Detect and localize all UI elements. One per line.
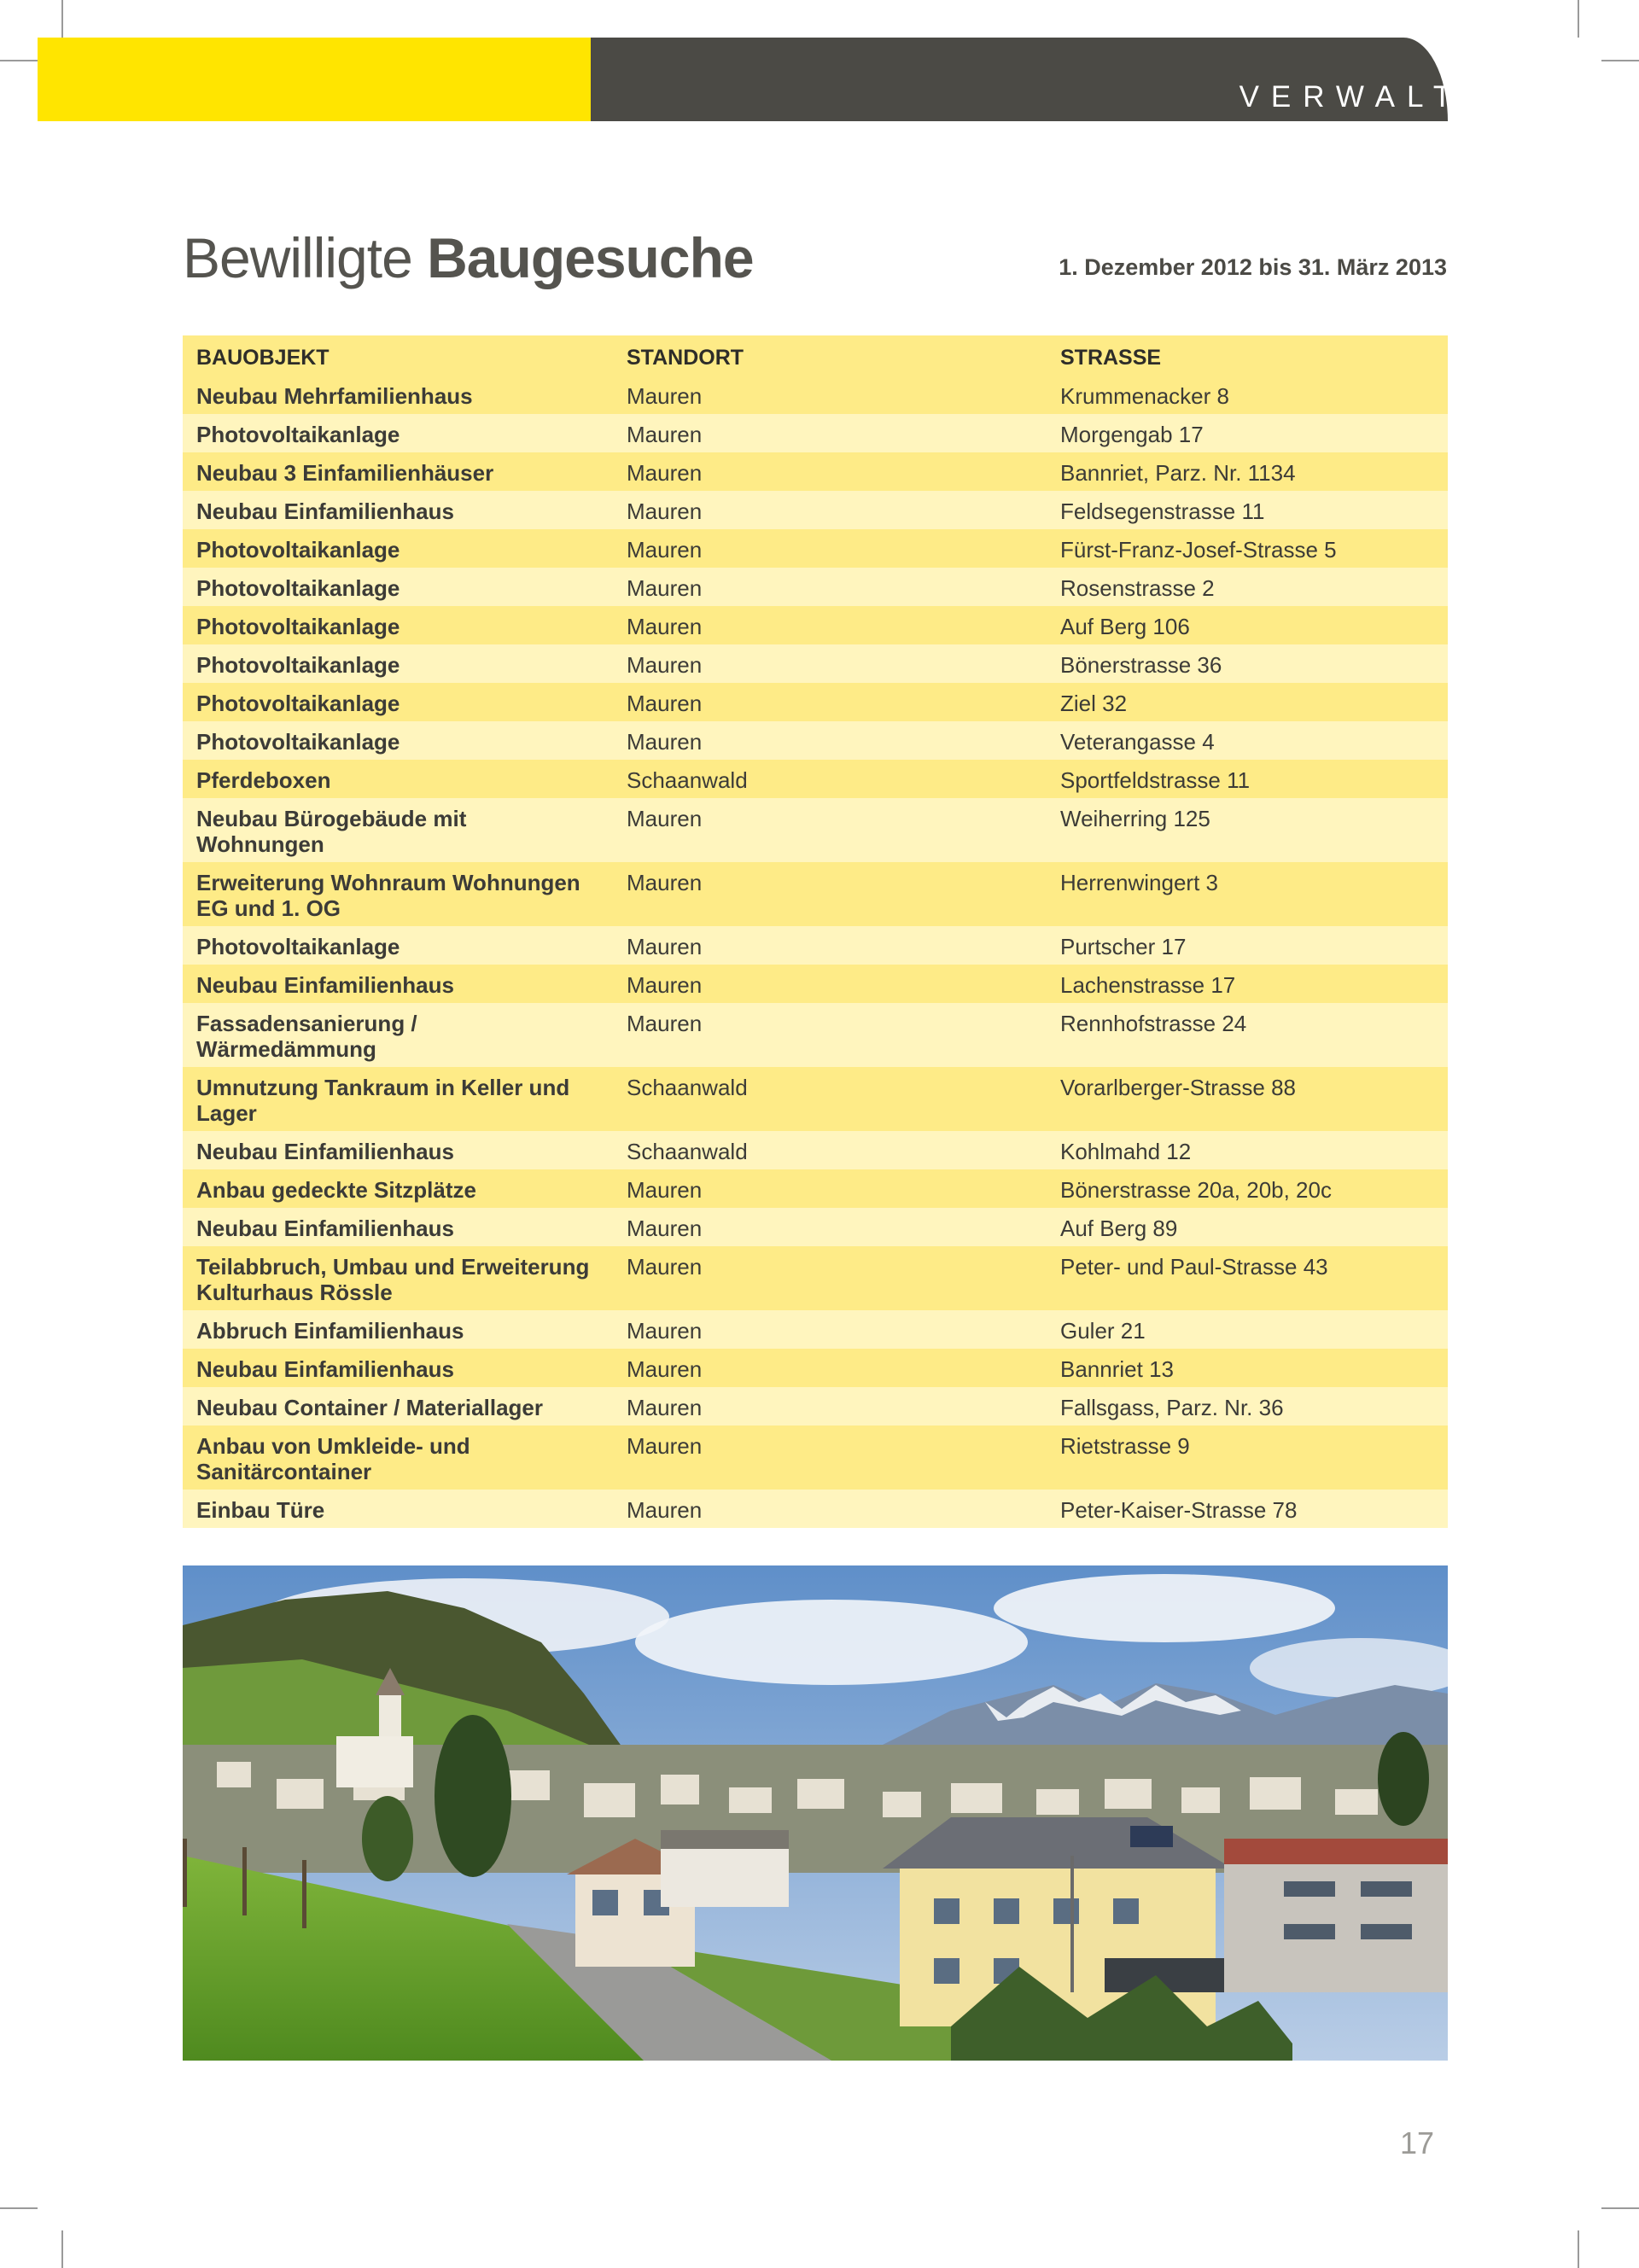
table-row <box>183 452 1448 491</box>
cell-standort: Mauren <box>627 972 703 998</box>
table-row <box>183 760 1448 798</box>
cell-bauobjekt: Pferdeboxen <box>196 767 331 793</box>
cell-bauobjekt: Fassadensanierung / Wärmedämmung <box>196 1011 417 1062</box>
cell-bauobjekt: Neubau Einfamilienhaus <box>196 1139 454 1164</box>
cell-standort: Mauren <box>627 691 703 716</box>
cell-strasse: Auf Berg 89 <box>1060 1216 1178 1241</box>
permits-table <box>183 335 1448 1528</box>
cell-strasse: Veterangasse 4 <box>1060 729 1215 755</box>
cell-standort: Mauren <box>627 870 703 895</box>
table-row <box>183 1387 1448 1426</box>
cell-bauobjekt: Neubau Container / Materiallager <box>196 1395 543 1420</box>
cell-standort: Mauren <box>627 1395 703 1420</box>
cell-bauobjekt: Neubau Bürogebäude mit Wohnungen <box>196 806 467 857</box>
cell-standort: Mauren <box>627 806 703 831</box>
cell-strasse: Bannriet 13 <box>1060 1356 1174 1382</box>
date-range: 1. Dezember 2012 bis 31. März 2013 <box>1059 254 1447 280</box>
cell-standort: Mauren <box>627 460 703 486</box>
cell-bauobjekt: Teilabbruch, Umbau und Erweiterung Kulturhaus Rössle <box>196 1254 590 1305</box>
cell-strasse: Rosenstrasse 2 <box>1060 575 1215 601</box>
crop-mark <box>0 60 38 61</box>
cell-bauobjekt: Photovoltaikanlage <box>196 691 400 716</box>
cell-standort: Mauren <box>627 652 703 678</box>
crop-mark <box>61 2230 63 2268</box>
table-row <box>183 1208 1448 1246</box>
cell-standort: Mauren <box>627 575 703 601</box>
table-row <box>183 1067 1448 1131</box>
column-header-bauobjekt: BAUOBJEKT <box>196 346 330 370</box>
cell-bauobjekt: Anbau gedeckte Sitzplätze <box>196 1177 476 1203</box>
cell-strasse: Fallsgass, Parz. Nr. 36 <box>1060 1395 1284 1420</box>
cell-standort: Schaanwald <box>627 1075 748 1100</box>
cell-strasse: Rennhofstrasse 24 <box>1060 1011 1247 1036</box>
cell-standort: Mauren <box>627 1433 703 1459</box>
cell-bauobjekt: Neubau Einfamilienhaus <box>196 1216 454 1241</box>
cell-bauobjekt: Photovoltaikanlage <box>196 934 400 959</box>
table-row <box>183 798 1448 862</box>
cell-standort: Mauren <box>627 537 703 563</box>
cell-standort: Mauren <box>627 614 703 639</box>
table-row <box>183 376 1448 414</box>
cell-bauobjekt: Abbruch Einfamilienhaus <box>196 1318 464 1344</box>
cell-bauobjekt: Photovoltaikanlage <box>196 614 400 639</box>
crop-mark <box>1578 0 1579 38</box>
cell-standort: Mauren <box>627 498 703 524</box>
cell-bauobjekt: Einbau Türe <box>196 1497 325 1523</box>
cell-standort: Mauren <box>627 934 703 959</box>
cell-strasse: Krummenacker 8 <box>1060 383 1229 409</box>
table-row <box>183 1131 1448 1169</box>
cell-standort: Schaanwald <box>627 767 748 793</box>
cell-strasse: Bannriet, Parz. Nr. 1134 <box>1060 460 1296 486</box>
page-title-bold: Baugesuche <box>427 226 754 289</box>
cell-bauobjekt: Neubau Mehrfamilienhaus <box>196 383 473 409</box>
cell-standort: Mauren <box>627 729 703 755</box>
table-row <box>183 721 1448 760</box>
table-row <box>183 1490 1448 1528</box>
table-body <box>183 376 1448 1528</box>
crop-mark <box>1601 2207 1639 2209</box>
table-row <box>183 862 1448 926</box>
column-header-standort: STANDORT <box>627 346 744 370</box>
cell-bauobjekt: Neubau 3 Einfamilienhäuser <box>196 460 494 486</box>
cell-standort: Mauren <box>627 383 703 409</box>
section-label: VERWALTUNG <box>1239 80 1566 114</box>
cell-standort: Mauren <box>627 1497 703 1523</box>
cell-bauobjekt: Erweiterung Wohnraum Wohnungen EG und 1. OG <box>196 870 580 921</box>
cell-standort: Mauren <box>627 1011 703 1036</box>
table-row <box>183 529 1448 568</box>
table-header-row <box>183 335 1448 376</box>
cell-strasse: Purtscher 17 <box>1060 934 1187 959</box>
table-row <box>183 1310 1448 1349</box>
table-row <box>183 1246 1448 1310</box>
header-accent-bar <box>38 38 591 121</box>
cell-strasse: Feldsegenstrasse 11 <box>1060 498 1265 524</box>
cell-bauobjekt: Neubau Einfamilienhaus <box>196 1356 454 1382</box>
column-header-strasse: STRASSE <box>1060 346 1162 370</box>
cell-strasse: Herrenwingert 3 <box>1060 870 1218 895</box>
cell-strasse: Peter-Kaiser-Strasse 78 <box>1060 1497 1298 1523</box>
cell-standort: Mauren <box>627 1216 703 1241</box>
cell-standort: Mauren <box>627 422 703 447</box>
table-row <box>183 1426 1448 1490</box>
cell-bauobjekt: Photovoltaikanlage <box>196 575 400 601</box>
page-title <box>183 224 754 292</box>
table-row <box>183 644 1448 683</box>
cell-standort: Mauren <box>627 1318 703 1344</box>
cell-strasse: Bönerstrasse 36 <box>1060 652 1222 678</box>
cell-strasse: Kohlmahd 12 <box>1060 1139 1192 1164</box>
cell-strasse: Lachenstrasse 17 <box>1060 972 1236 998</box>
cell-strasse: Weiherring 125 <box>1060 806 1210 831</box>
crop-mark <box>0 2207 38 2209</box>
cell-strasse: Sportfeldstrasse 11 <box>1060 767 1251 793</box>
cell-strasse: Morgengab 17 <box>1060 422 1204 447</box>
table-row <box>183 1349 1448 1387</box>
table-row <box>183 683 1448 721</box>
cell-strasse: Fürst-Franz-Josef-Strasse 5 <box>1060 537 1337 563</box>
crop-mark <box>61 0 63 38</box>
table-row <box>183 568 1448 606</box>
table-row <box>183 491 1448 529</box>
cell-strasse: Vorarlberger-Strasse 88 <box>1060 1075 1297 1100</box>
cell-strasse: Peter- und Paul-Strasse 43 <box>1060 1254 1328 1280</box>
table-row <box>183 965 1448 1003</box>
cell-standort: Mauren <box>627 1356 703 1382</box>
cell-bauobjekt: Photovoltaikanlage <box>196 537 400 563</box>
crop-mark <box>1601 60 1639 61</box>
table-row <box>183 1003 1448 1067</box>
cell-bauobjekt: Photovoltaikanlage <box>196 422 400 447</box>
village-photo <box>183 1565 1448 2061</box>
cell-strasse: Rietstrasse 9 <box>1060 1433 1190 1459</box>
cell-bauobjekt: Photovoltaikanlage <box>196 652 400 678</box>
page-number: 17 <box>1399 2125 1434 2160</box>
cell-bauobjekt: Anbau von Umkleide- und Sanitärcontainer <box>196 1433 470 1484</box>
cell-bauobjekt: Neubau Einfamilienhaus <box>196 972 454 998</box>
table-row <box>183 606 1448 644</box>
page-title-light: Bewilligte <box>183 226 412 289</box>
table-row <box>183 1169 1448 1208</box>
cell-standort: Mauren <box>627 1177 703 1203</box>
cell-bauobjekt: Neubau Einfamilienhaus <box>196 498 454 524</box>
crop-mark <box>1578 2230 1579 2268</box>
cell-standort: Mauren <box>627 1254 703 1280</box>
cell-strasse: Ziel 32 <box>1060 691 1128 716</box>
cell-strasse: Guler 21 <box>1060 1318 1146 1344</box>
cell-bauobjekt: Photovoltaikanlage <box>196 729 400 755</box>
table-row <box>183 414 1448 452</box>
cell-standort: Schaanwald <box>627 1139 748 1164</box>
cell-strasse: Bönerstrasse 20a, 20b, 20c <box>1060 1177 1332 1203</box>
table-row <box>183 926 1448 965</box>
cell-strasse: Auf Berg 106 <box>1060 614 1190 639</box>
cell-bauobjekt: Umnutzung Tankraum in Keller und Lager <box>196 1075 570 1126</box>
